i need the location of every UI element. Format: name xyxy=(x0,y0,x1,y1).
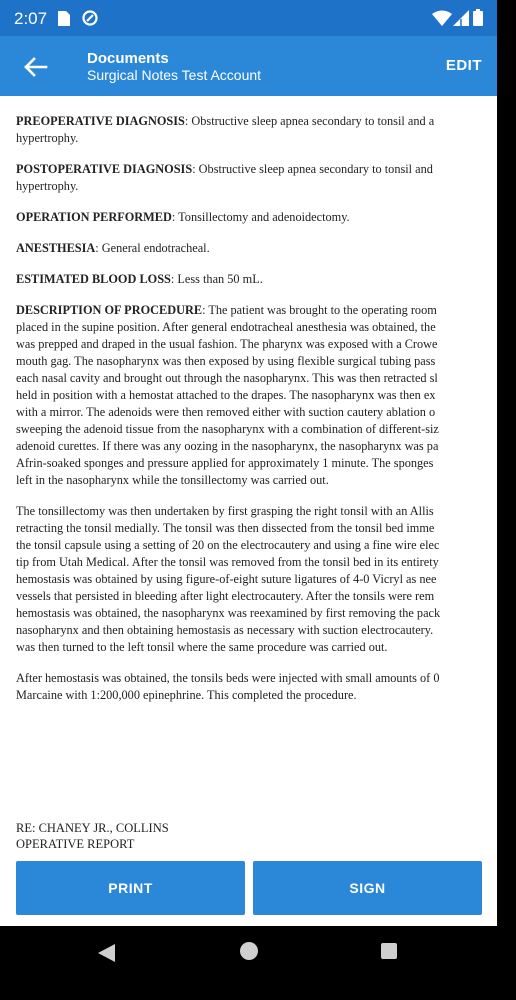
postop-text-2: hypertrophy. xyxy=(16,179,79,193)
print-button[interactable]: PRINT xyxy=(16,861,245,915)
postop-label: POSTOPERATIVE DIAGNOSIS xyxy=(16,162,193,176)
operation-label: OPERATION PERFORMED xyxy=(16,210,172,224)
procedure-line: each nasal cavity and brought out through the nasopharynx. This was then retracted sl xyxy=(16,371,438,385)
tonsillectomy-line: The tonsillectomy was then undertaken by first grasping the right tonsil with an Allis xyxy=(16,504,434,518)
procedure-line: placed in the supine position. After general endotracheal anesthesia was obtained, the xyxy=(16,320,436,334)
procedure-line: was prepped and draped in the usual fashion. The pharynx was exposed with a Crowe xyxy=(16,337,438,351)
operation-text: : Tonsillectomy and adenoidectomy. xyxy=(171,210,350,224)
status-bar xyxy=(0,0,497,36)
app-bar xyxy=(0,36,497,96)
tonsillectomy-line: hemostasis was obtained, the nasopharynx was reexamined by first removing the pack xyxy=(16,606,441,620)
procedure-text: : The patient was brought to the operating room xyxy=(202,303,437,317)
tonsillectomy-line: nasopharynx and then obtaining hemostasis as necessary with suction electrocautery. xyxy=(16,623,434,637)
anesthesia-label: ANESTHESIA xyxy=(16,241,96,255)
cellular-signal-icon xyxy=(453,10,469,26)
footer-report-line: OPERATIVE REPORT xyxy=(16,837,135,851)
tonsillectomy-line: vessels that persisted in bleeding after light electrocautery. After the tonsils were rem xyxy=(16,589,435,603)
footer-re-line: RE: CHANEY JR., COLLINS xyxy=(16,821,169,835)
procedure-line: left in the nasopharynx while the tonsillectomy was carried out. xyxy=(16,473,329,487)
content-area xyxy=(0,96,497,926)
tonsillectomy-line: hemostasis was obtained by using figure-of-eight suture ligatures of 4-0 Vicryl as nee xyxy=(16,572,437,586)
hemostasis-line: Marcaine with 1:200,000 epinephrine. This completed the procedure. xyxy=(16,688,357,702)
hemostasis-line: After hemostasis was obtained, the tonsils beds were injected with small amounts of 0 xyxy=(16,671,440,685)
data-saver-icon xyxy=(82,10,98,26)
preop-label: PREOPERATIVE DIAGNOSIS xyxy=(16,114,185,128)
back-arrow-icon[interactable] xyxy=(20,52,50,82)
tonsillectomy-line: was then turned to the left tonsil where the same procedure was carried out. xyxy=(16,640,388,654)
page-title: Documents xyxy=(87,50,169,67)
document-footer xyxy=(16,820,169,852)
page-subtitle: Surgical Notes Test Account xyxy=(87,67,262,83)
nav-home-icon[interactable] xyxy=(240,942,258,960)
edit-button[interactable]: EDIT xyxy=(445,57,482,74)
postop-text: : Obstructive sleep apnea secondary to tonsil and xyxy=(192,162,433,176)
procedure-line: sweeping the adenoid tissue from the nasopharynx with a combination of different-siz xyxy=(16,422,439,436)
sign-button[interactable]: SIGN xyxy=(253,861,482,915)
tonsillectomy-line: the tonsil capsule using a setting of 20 on the electrocautery and using a fine wire elec xyxy=(16,538,440,552)
nav-recents-icon[interactable] xyxy=(381,943,397,959)
battery-icon xyxy=(473,9,483,26)
tonsillectomy-line: retracting the tonsil medially. The tonsil was then dissected from the tonsil bed imme xyxy=(16,521,435,535)
nav-back-icon[interactable] xyxy=(98,944,116,962)
sim-card-icon xyxy=(58,11,70,26)
procedure-label: DESCRIPTION OF PROCEDURE xyxy=(16,303,203,317)
procedure-line: with a mirror. The adenoids were then removed either with suction cautery ablation o xyxy=(16,405,436,419)
anesthesia-text: : General endotracheal. xyxy=(95,241,210,255)
blood-loss-label: ESTIMATED BLOOD LOSS xyxy=(16,272,171,286)
procedure-line: Afrin-soaked sponges and pressure applied for approximately 1 minute. The sponges xyxy=(16,456,434,470)
blood-loss-text: : Less than 50 mL. xyxy=(170,272,263,286)
wifi-icon xyxy=(432,10,452,26)
document-viewer[interactable] xyxy=(5,110,483,851)
status-time: 2:07 xyxy=(14,9,48,28)
procedure-line: held in position with a hemostat attached to the drapes. The nasopharynx was then ex xyxy=(16,388,436,402)
preop-text: : Obstructive sleep apnea secondary to tonsil and a xyxy=(184,114,435,128)
preop-text-2: hypertrophy. xyxy=(16,131,79,145)
document-text xyxy=(16,110,516,704)
procedure-line: adenoid curettes. If there was any oozing in the nasopharynx, the nasopharynx was pa xyxy=(16,439,439,453)
tonsillectomy-line: tip from Utah Medical. After the tonsil was removed from the tonsil bed in its entirety xyxy=(16,555,439,569)
procedure-line: mouth gag. The nasopharynx was then exposed by using flexible surgical tubing pass xyxy=(16,354,436,368)
system-nav-bar xyxy=(0,926,497,1000)
